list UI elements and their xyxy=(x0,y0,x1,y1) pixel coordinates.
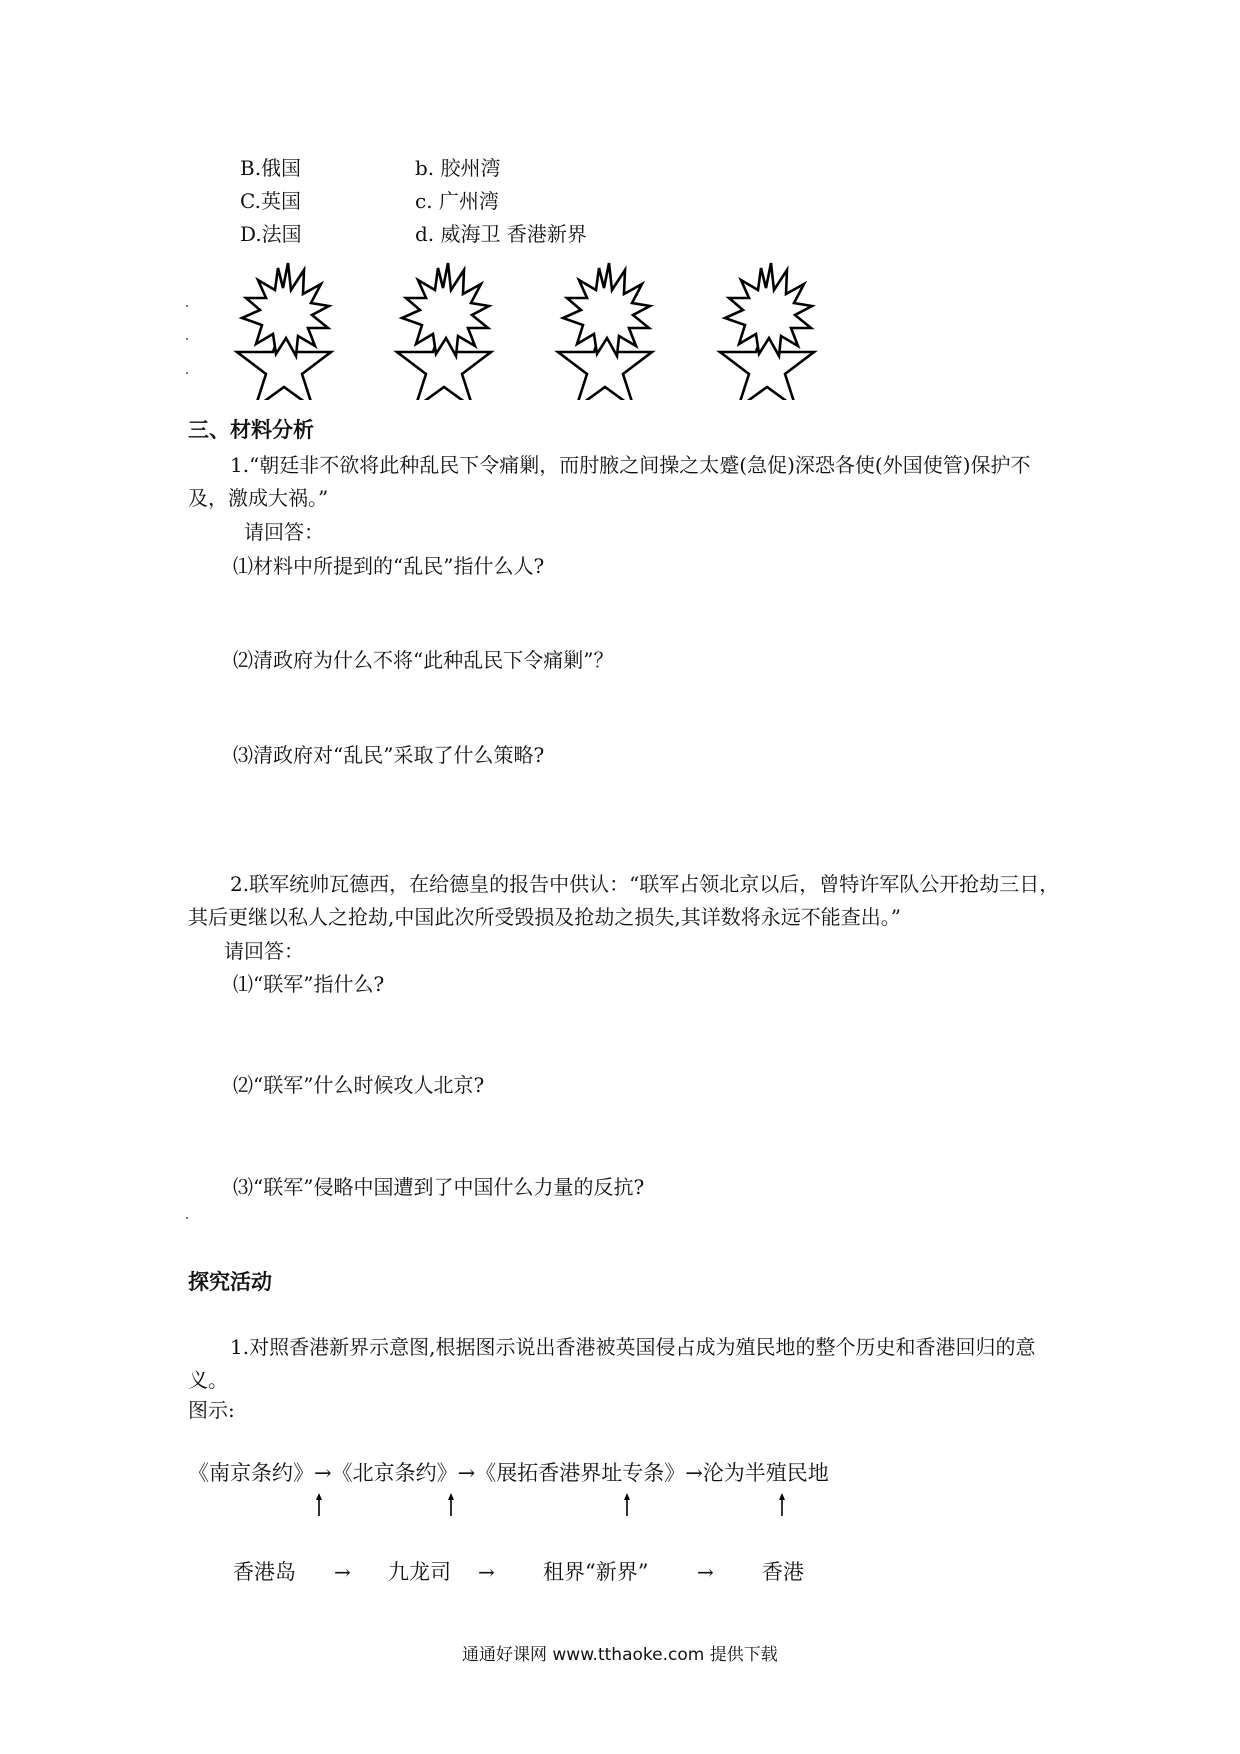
area-hong-kong-island: 香港岛 xyxy=(233,1560,296,1584)
area-hong-kong: 香港 xyxy=(762,1560,804,1584)
question-1-sub-2: ⑵清政府为什么不将“此种乱民下令痛剿”？ xyxy=(233,648,614,672)
question-1-text: 1.“朝廷非不欲将此种乱民下令痛剿，而肘腋之间操之太蹙(急促)深恐各使(外国使管)保护不及，激成大祸。” xyxy=(188,453,1031,510)
right-arrow-icon: → xyxy=(334,1560,351,1584)
question-2-text: 2.联军统帅瓦德西，在给德皇的报告中供认：“联军占领北京以后，曾特许军队公开抢劫三日，其后更继以私人之抢劫,中国此次所受毁损及抢劫之损失,其详数将永远不能查出。” xyxy=(188,872,1060,929)
page-footer: 通通好课网 www.tthaoke.com 提供下载 xyxy=(462,1645,778,1665)
area-kowloon: 九龙司 xyxy=(388,1560,451,1584)
question-1-sub-1: ⑴材料中所提到的“乱民”指什么人? xyxy=(233,554,545,578)
option-right-b: b. 胶州湾 xyxy=(415,156,501,180)
option-left-d: D.法国 xyxy=(240,222,302,246)
inquiry-question-1: 1.对照香港新界示意图,根据图示说出香港被英国侵占成为殖民地的整个历史和香港回归的意义。 xyxy=(188,1335,1036,1392)
question-2-sub-1: ⑴“联军”指什么? xyxy=(233,972,385,996)
question-2-sub-2: ⑵“联军”什么时候攻人北京? xyxy=(233,1073,485,1097)
right-arrow-icon: → xyxy=(478,1560,495,1584)
question-2-sub-3: ⑶“联军”侵略中国遭到了中国什么力量的反抗? xyxy=(233,1175,645,1199)
option-left-b: B.俄国 xyxy=(240,156,302,180)
section-title-inquiry: 探究活动 xyxy=(188,1270,272,1294)
up-arrow-icon xyxy=(314,1493,324,1517)
up-arrow-icon xyxy=(777,1493,787,1517)
option-right-d: d. 威海卫 香港新界 xyxy=(415,222,587,246)
burst-star-figures xyxy=(0,0,1240,400)
figure-label: 图示: xyxy=(188,1398,235,1422)
option-left-c: C.英国 xyxy=(240,189,301,213)
section-title-material-analysis: 三、材料分析 xyxy=(188,418,314,442)
option-right-c: c. 广州湾 xyxy=(415,189,499,213)
up-arrow-icon xyxy=(446,1493,456,1517)
question-2-prompt: 请回答： xyxy=(224,939,304,963)
treaty-timeline: 《南京条约》→《北京条约》→《展拓香港界址专条》→沦为半殖民地 xyxy=(188,1461,829,1485)
question-1-prompt: 请回答： xyxy=(244,520,324,544)
right-arrow-icon: → xyxy=(697,1560,714,1584)
up-arrow-icon xyxy=(622,1493,632,1517)
question-1-sub-3: ⑶清政府对“乱民”采取了什么策略? xyxy=(233,743,545,767)
area-new-territories: 租界“新界” xyxy=(543,1560,649,1584)
